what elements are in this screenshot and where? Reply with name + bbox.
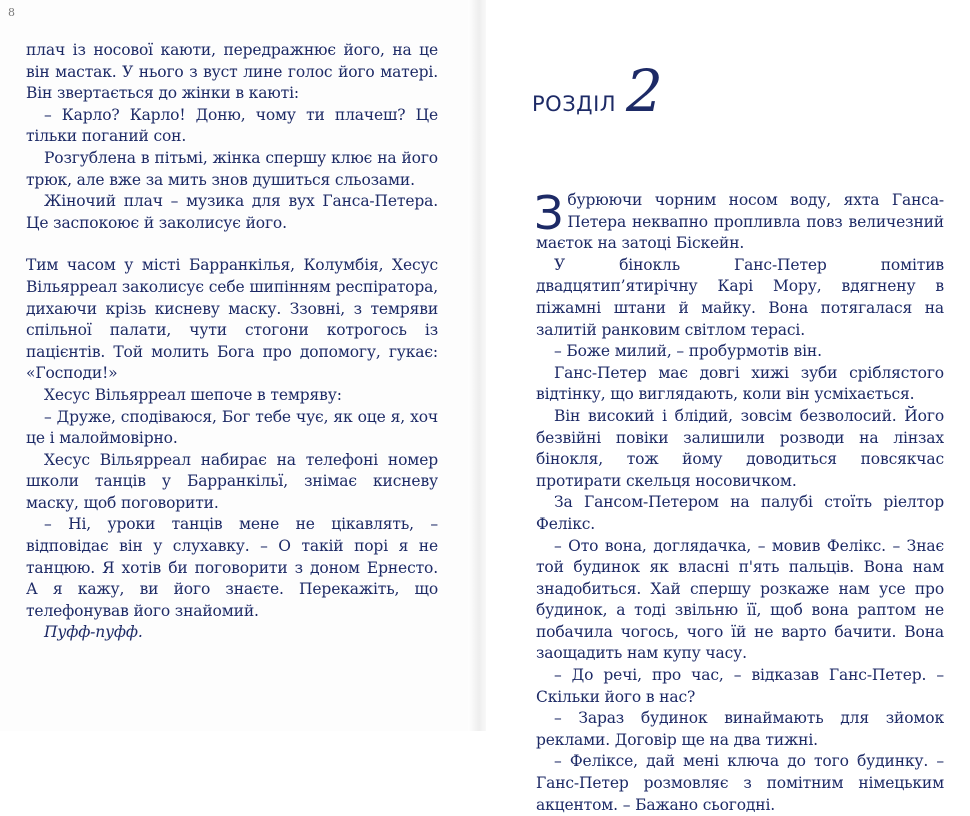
paragraph: – Зараз будинок винаймають для зйомок реклами. Договір ще на два тижні.: [536, 709, 944, 749]
chapter-opening-paragraph: [534, 186, 944, 255]
right-page-text: [534, 186, 944, 816]
paragraph: Розгублена в пітьмі, жінка спершу клює на його трюк, але вже за мить знов душиться сльозами.: [26, 148, 438, 189]
left-page: [0, 0, 470, 731]
paragraph: – До речі, про час, – відказав Ганс-Петер. – Скільки його в нас?: [536, 666, 944, 706]
paragraph: Жіночий плач – музика для вух Ганса-Петера. Це заспокоює й заколисує його.: [26, 192, 438, 232]
chapter-heading: [532, 57, 663, 142]
paragraph: Він високий і блідий, зовсім безволосий. Його безвійні повіки залишили розводи на лінзах бінокля, тож йому доводиться повсякчас протирати скельця носовичком.: [536, 406, 944, 490]
paragraph: плач із носової каюти, передражнює його, на це він мастак. У нього з вуст лине голос його матері. Він звертається до жінки в каюті:: [26, 41, 438, 103]
paragraph: – Феліксе, дай мені ключа до того будинку. – Ганс-Петер розмовляє з помітним німецьким акцентом. – Бажано сьогодні.: [536, 752, 944, 814]
paragraph: Тим часом у місті Барранкілья, Колумбія, Хесус Вільярреал заколисує себе шипінням респіратора, дихаючи крізь кисневу маску. Ззовні, з темряви спільної палати, чути стогони котрогось із пацієнтів. Той молить Бога про допомогу, гукає: «Господи!»: [26, 256, 438, 383]
paragraph: Ганс-Петер має довгі хижі зуби сріблястого відтінку, що виглядають, коли він усміхається.: [536, 363, 944, 404]
paragraph: У бінокль Ганс-Петер помітив двадцятип’ятирічну Карі Мору, вдягнену в піжамні штани й майку. Вона потягалася на залитій ранковим світлом терасі.: [536, 255, 944, 339]
page-number: 8: [8, 6, 15, 19]
drop-cap: З: [534, 186, 564, 240]
paragraph: Хесус Вільярреал набирає на телефоні номер школи танців у Барранкільї, знімає кисневу маску, щоб поговорити.: [26, 450, 438, 512]
paragraph: – Друже, сподіваюся, Бог тебе чує, як оце я, хоч це і малоймовірно.: [26, 407, 438, 448]
opening-paragraph-text: бурюючи чорним носом воду, яхта Ганса-Петера неквапно пропливла повз величезний маєток на затоці Біскейн.: [536, 191, 944, 253]
paragraph: – Ні, уроки танців мене не цікавлять, – відповідає він у слухавку. – О такій порі я не танцюю. Я хотів би поговорити з доном Ернесто. А я кажу, ви його знаєте. Перекажіть, що телефонував його знайомий.: [26, 515, 438, 620]
left-page-text: [26, 40, 438, 644]
chapter-label: РОЗДІЛ: [532, 92, 617, 116]
paragraph: Хесус Вільярреал шепоче в темряву:: [44, 385, 342, 404]
paragraph: За Гансом-Петером на палубі стоїть ріелтор Фелікс.: [536, 493, 944, 533]
chapter-number: 2: [626, 57, 663, 125]
paragraph: – Ото вона, доглядачка, – мовив Фелікс. – Знає той будинок як власні п'ять пальців. Вона нам знадобиться. Хай спершу розкаже нам усе про будинок, а тоді звільню її, щоб вона раптом не побачила чогось, чого їй не варто бачити. Вона заощадить нам купу часу.: [536, 536, 944, 663]
paragraph: Пуфф-пуфф.: [44, 623, 143, 642]
paragraph: – Боже милий, – пробурмотів він.: [554, 342, 822, 361]
paragraph: – Карло? Карло! Доню, чому ти плачеш? Це тільки поганий сон.: [26, 105, 438, 146]
